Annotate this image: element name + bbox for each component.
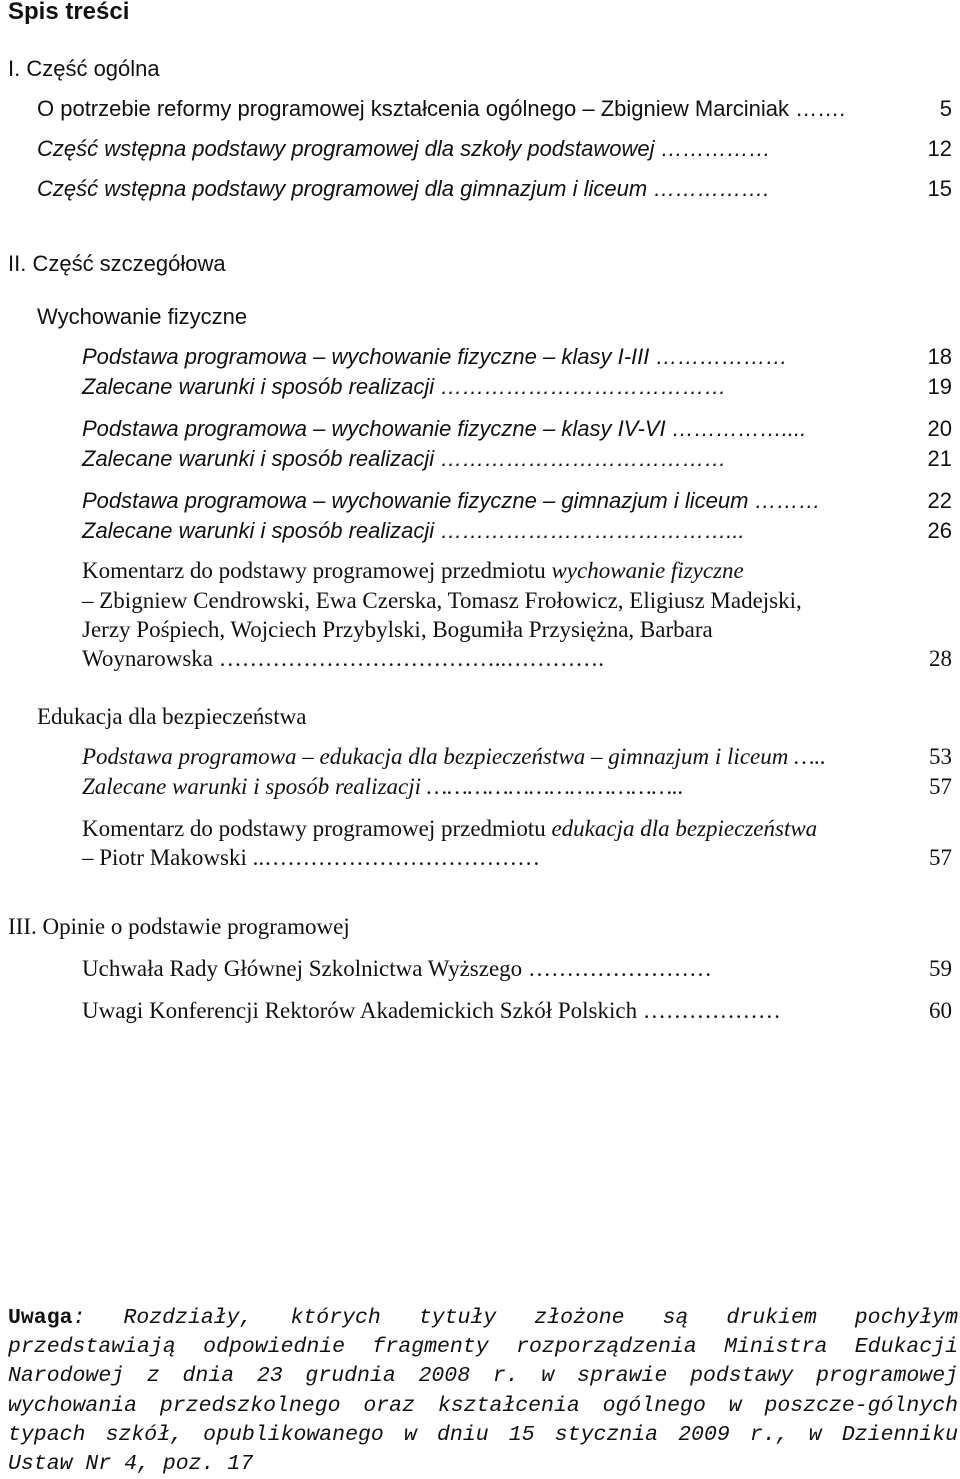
section-1-heading: I. Część ogólna (8, 56, 160, 81)
toc-entry-wf-comment-authors: Jerzy Pośpiech, Wojciech Przybylski, Bogumiła Przysiężna, Barbara (82, 617, 713, 642)
page-number: 20 (927, 416, 952, 441)
page-number: 12 (927, 136, 952, 161)
toc-entry-wf-comment-authors: Woynarowska ………………………………..…………. (82, 646, 605, 671)
page-number: 60 (929, 998, 952, 1023)
section-2-heading: II. Część szczegółowa (8, 251, 226, 276)
toc-entry-eb-comment-author: – Piotr Makowski ..……………………………… (82, 845, 541, 870)
toc-entry-wf-2[interactable]: Zalecane warunki i sposób realizacji ………………………………… (82, 374, 727, 399)
page-number: 57 (929, 845, 952, 870)
toc-entry-eb-comment[interactable]: Komentarz do podstawy programowej przedmiotu edukacja dla bezpieczeństwa (82, 816, 818, 841)
toc-entry-wf-3[interactable]: Podstawa programowa – wychowanie fizyczne – klasy IV-VI …………….... (82, 416, 807, 441)
page-number: 22 (927, 488, 952, 513)
footnote (8, 1304, 958, 1479)
toc-entry-opinion-2[interactable]: Uwagi Konferencji Rektorów Akademickich Szkół Polskich ……………… (82, 998, 781, 1023)
toc-entry-1[interactable]: O potrzebie reformy programowej kształcenia ogólnego – Zbigniew Marciniak ……. (37, 96, 846, 121)
toc-entry-eb-2[interactable]: Zalecane warunki i sposób realizacji ……………………………….. (82, 774, 684, 799)
page-number: 53 (929, 744, 952, 769)
page-number: 59 (929, 956, 952, 981)
toc-entry-wf-4[interactable]: Zalecane warunki i sposób realizacji ………………………………… (82, 446, 727, 471)
page-number: 28 (929, 646, 952, 671)
toc-entry-opinion-1[interactable]: Uchwała Rady Głównej Szkolnictwa Wyższego …………………… (82, 956, 712, 981)
page-number: 15 (927, 176, 952, 201)
page-title: Spis treści (8, 0, 130, 25)
toc-entry-wf-6[interactable]: Zalecane warunki i sposób realizacji …………………………………... (82, 518, 745, 543)
page-number: 19 (927, 374, 952, 399)
toc-entry-wf-1[interactable]: Podstawa programowa – wychowanie fizyczne – klasy I-III ……………… (82, 344, 788, 369)
page-number: 5 (939, 96, 952, 121)
toc-entry-wf-comment[interactable]: Komentarz do podstawy programowej przedmiotu wychowanie fizyczne (82, 558, 744, 583)
subsection-heading-eb: Edukacja dla bezpieczeństwa (37, 704, 307, 729)
toc-entry-3[interactable]: Część wstępna podstawy programowej dla gimnazjum i liceum ……………. (37, 176, 770, 201)
footnote-text: : Rozdziały, których tytuły złożone są drukiem pochyłym przedstawiają odpowiednie fragmenty rozporządzenia Ministra Edukacji Narodowej z dnia 23 grudnia 2008 r. w sprawie podstawy programowej wychowania przedszkolnego oraz kształcenia ogólnego w poszcze-gólnych typach szkół, opublikowanego w dniu 15 stycznia 2009 r., w Dzienniku Ustaw Nr 4, poz. 17 (8, 1306, 958, 1477)
toc-entry-wf-comment-authors: – Zbigniew Cendrowski, Ewa Czerska, Tomasz Frołowicz, Eligiusz Madejski, (82, 588, 802, 613)
page-number: 18 (927, 344, 952, 369)
subsection-heading-wf: Wychowanie fizyczne (37, 304, 248, 329)
page-number: 26 (927, 518, 952, 543)
toc-entry-wf-5[interactable]: Podstawa programowa – wychowanie fizyczne – gimnazjum i liceum ……… (82, 488, 821, 513)
page-number: 57 (929, 774, 952, 799)
page-number: 21 (927, 446, 952, 471)
toc-entry-eb-1[interactable]: Podstawa programowa – edukacja dla bezpieczeństwa – gimnazjum i liceum ….. (82, 744, 827, 769)
footnote-label: Uwaga (8, 1306, 73, 1330)
toc-entry-2[interactable]: Część wstępna podstawy programowej dla szkoły podstawowej …………… (37, 136, 771, 161)
section-3-heading: III. Opinie o podstawie programowej (8, 914, 350, 939)
